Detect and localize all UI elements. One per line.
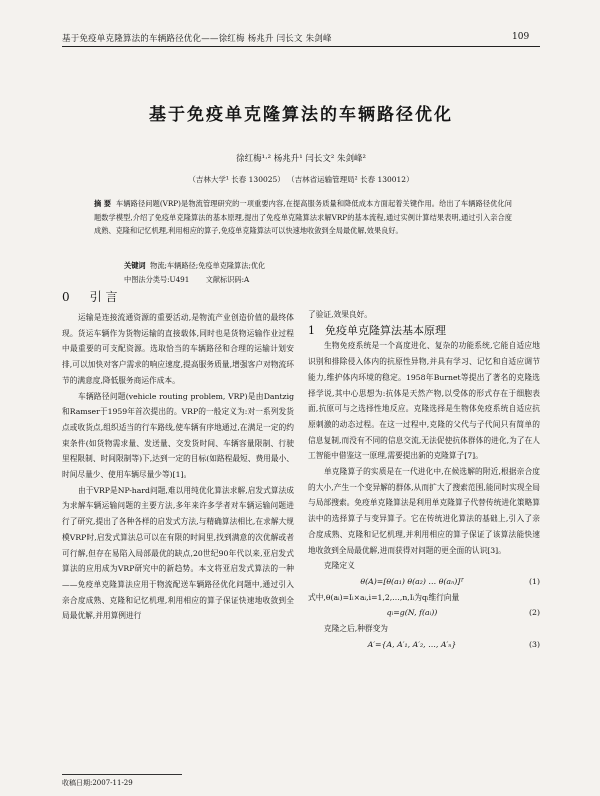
classification-line bbox=[124, 275, 504, 285]
intro-ending: 了验证,效果良好。 bbox=[308, 310, 372, 319]
received-date: 收稿日期:2007-11-29 bbox=[62, 779, 133, 787]
paper-title: 基于免疫单克隆算法的车辆路径优化 bbox=[149, 105, 453, 125]
document-code: 文献标识码:A bbox=[205, 275, 250, 284]
equation-1 bbox=[308, 574, 540, 590]
affiliations: （吉林大学¹ 长春 130025） （吉林省运输管理局² 长春 130012） bbox=[188, 175, 414, 184]
right-column bbox=[308, 307, 540, 652]
equation-3-formula: A′={A, A′₁, A′₂, …, A′ₙ} bbox=[367, 639, 457, 649]
section-1-paragraph-1: 生物免疫系统是一个高度进化、复杂的功能系统,它能自适应地识别和排除侵入体内的抗原性异物,并具有学习、记忆和自适应调节能力,维护体内环境的稳定。1958年Burnet等提出了著名的克隆选择学说,其中心思想为:抗体是天然产物,以受体的形式存在于细胞表面,抗原可与之选择性地反应。克隆选择是生物体免疫系统自适应抗原刺激的动态过程。在这一过程中,克隆的父代与子代间只有简单的信息复制,而没有不同的信息交流,无法促使抗体群体的进化,为了在人工智能中借鉴这一原理,需要提出新的克隆算子[7]。 bbox=[308, 341, 540, 461]
classification-code: 中图法分类号:U491 bbox=[124, 275, 190, 284]
abstract-label: 摘 要 bbox=[94, 199, 112, 208]
clone-definition-label: 克隆定义 bbox=[324, 561, 355, 571]
section-0-number: 0 bbox=[62, 290, 70, 304]
section-1-title: 免疫单克隆算法基本原理 bbox=[325, 323, 446, 337]
equation-2-number: (2) bbox=[528, 608, 540, 618]
intro-paragraph-1: 运输是连接流通资源的重要活动,是物流产业创造价值的最终体现。货运车辆作为货物运输的直接载体,同时也是货物运输作业过程中最重要的可支配资源。选取恰当的车辆路径和合理的运输计划安排,可以加快对客户需求的响应速度,提高服务质量,增强客户对物流环节的满意度,降低服务商运作成本。 bbox=[62, 313, 294, 385]
section-1-heading bbox=[308, 323, 540, 339]
section-1-number: 1 bbox=[308, 323, 315, 337]
keywords-label: 关键词 bbox=[124, 261, 146, 270]
left-column bbox=[62, 310, 294, 624]
section-0-heading bbox=[62, 288, 117, 305]
keywords-text: 物流;车辆路径;免疫单克隆算法;优化 bbox=[150, 261, 266, 270]
abstract-text: 车辆路径问题(VRP)是物流管理研究的一项重要内容,在提高服务质量和降低成本方面起着关键作用。给出了车辆路径优化问题数学模型,介绍了免疫单克隆算法的基本原理,提出了免疫单克隆算法求解VRP的基本流程,通过实例计算结果表明,通过引入亲合度成熟、克隆和记忆机理,利用相应的算子,免疫单克隆算法可以快速地收敛到全局最优解,效果良好。 bbox=[94, 199, 512, 236]
keywords bbox=[124, 261, 504, 271]
equation-1-number: (1) bbox=[528, 576, 540, 586]
running-head: 基于免疫单克隆算法的车辆路径优化——徐红梅 杨兆升 闫长文 朱剑峰 bbox=[62, 34, 332, 44]
section-1-paragraph-2: 单克隆算子的实质是在一代进化中,在候选解的附近,根据亲合度的大小,产生一个变异解的群体,从而扩大了搜索范围,能同时实现全局与局部搜索。免疫单克隆算法是利用单克隆算子代替传统进化策略算法中的选择算子与变异算子。它在传统进化算法的基础上,引入了亲合度成熟、克隆和记忆机理,并利用相应的算子保证了该算法能快速地收敛到全局最优解,进而获得对问题的更全面的认识[3]。 bbox=[308, 467, 540, 555]
page-number: 109 bbox=[512, 32, 530, 42]
equation-3 bbox=[308, 637, 540, 653]
header-rule bbox=[62, 46, 540, 47]
authors: 徐红梅¹·² 杨兆升¹ 闫长文² 朱剑峰² bbox=[236, 154, 366, 164]
equation-2 bbox=[308, 605, 540, 621]
intro-paragraph-3: 由于VRP是NP-hard问题,难以用纯优化算法求解,启发式算法成为求解车辆运输问题的主要方法,多年来许多学者对车辆运输问题进行了研究,提出了各种各样的启发式方法,与精确算法相比,在求解大规模VRP时,启发式算法总可以在有限的时间里,找到满意的次优解或者可行解,但存在易陷入局部最优的缺点,20世纪90年代以来,亚启发式算法的应用成为VRP研究中的新趋势。本文将亚启发式算法的一种——免疫单克隆算法应用于物流配送车辆路径优化问题中,通过引入亲合度成熟、克隆和记忆机理,利用相应的算子保证快速地收敛到全局最优解,并用算例进行 bbox=[62, 485, 294, 621]
footnote-rule bbox=[62, 774, 182, 775]
equation-2-formula: qᵢ=g(N, f(aᵢ)) bbox=[386, 608, 438, 618]
equation-3-number: (3) bbox=[528, 639, 540, 649]
abstract bbox=[94, 197, 512, 238]
after-clone-text: 克隆之后,种群变为 bbox=[324, 624, 388, 634]
section-0-title: 引 言 bbox=[89, 290, 118, 304]
equation-1-formula: θ(A)=[θ(a₁) θ(a₂) … θ(aₙ)]ᵀ bbox=[360, 576, 464, 586]
intro-paragraph-2: 车辆路径问题(vehicle routing problem, VRP)是由Dantzig和Ramser于1959年首次提出的。VRP的一般定义为:对一系列发货点或收货点,组织适当的行车路线,使车辆有序地通过,在满足一定的约束条件(如货物需求量、发送量、交发货时间、车辆容量限制、行驶里程限制、时间限制等)下,达到一定的目标(如路程最短、费用最小、时间尽量少、使用车辆尽量少等)[1]。 bbox=[62, 391, 294, 480]
equation-1-explanation: 式中,θ(aᵢ)=Iᵢ×aᵢ,i=1,2,…,n,Iᵢ为qᵢ维行向量 bbox=[308, 592, 460, 602]
